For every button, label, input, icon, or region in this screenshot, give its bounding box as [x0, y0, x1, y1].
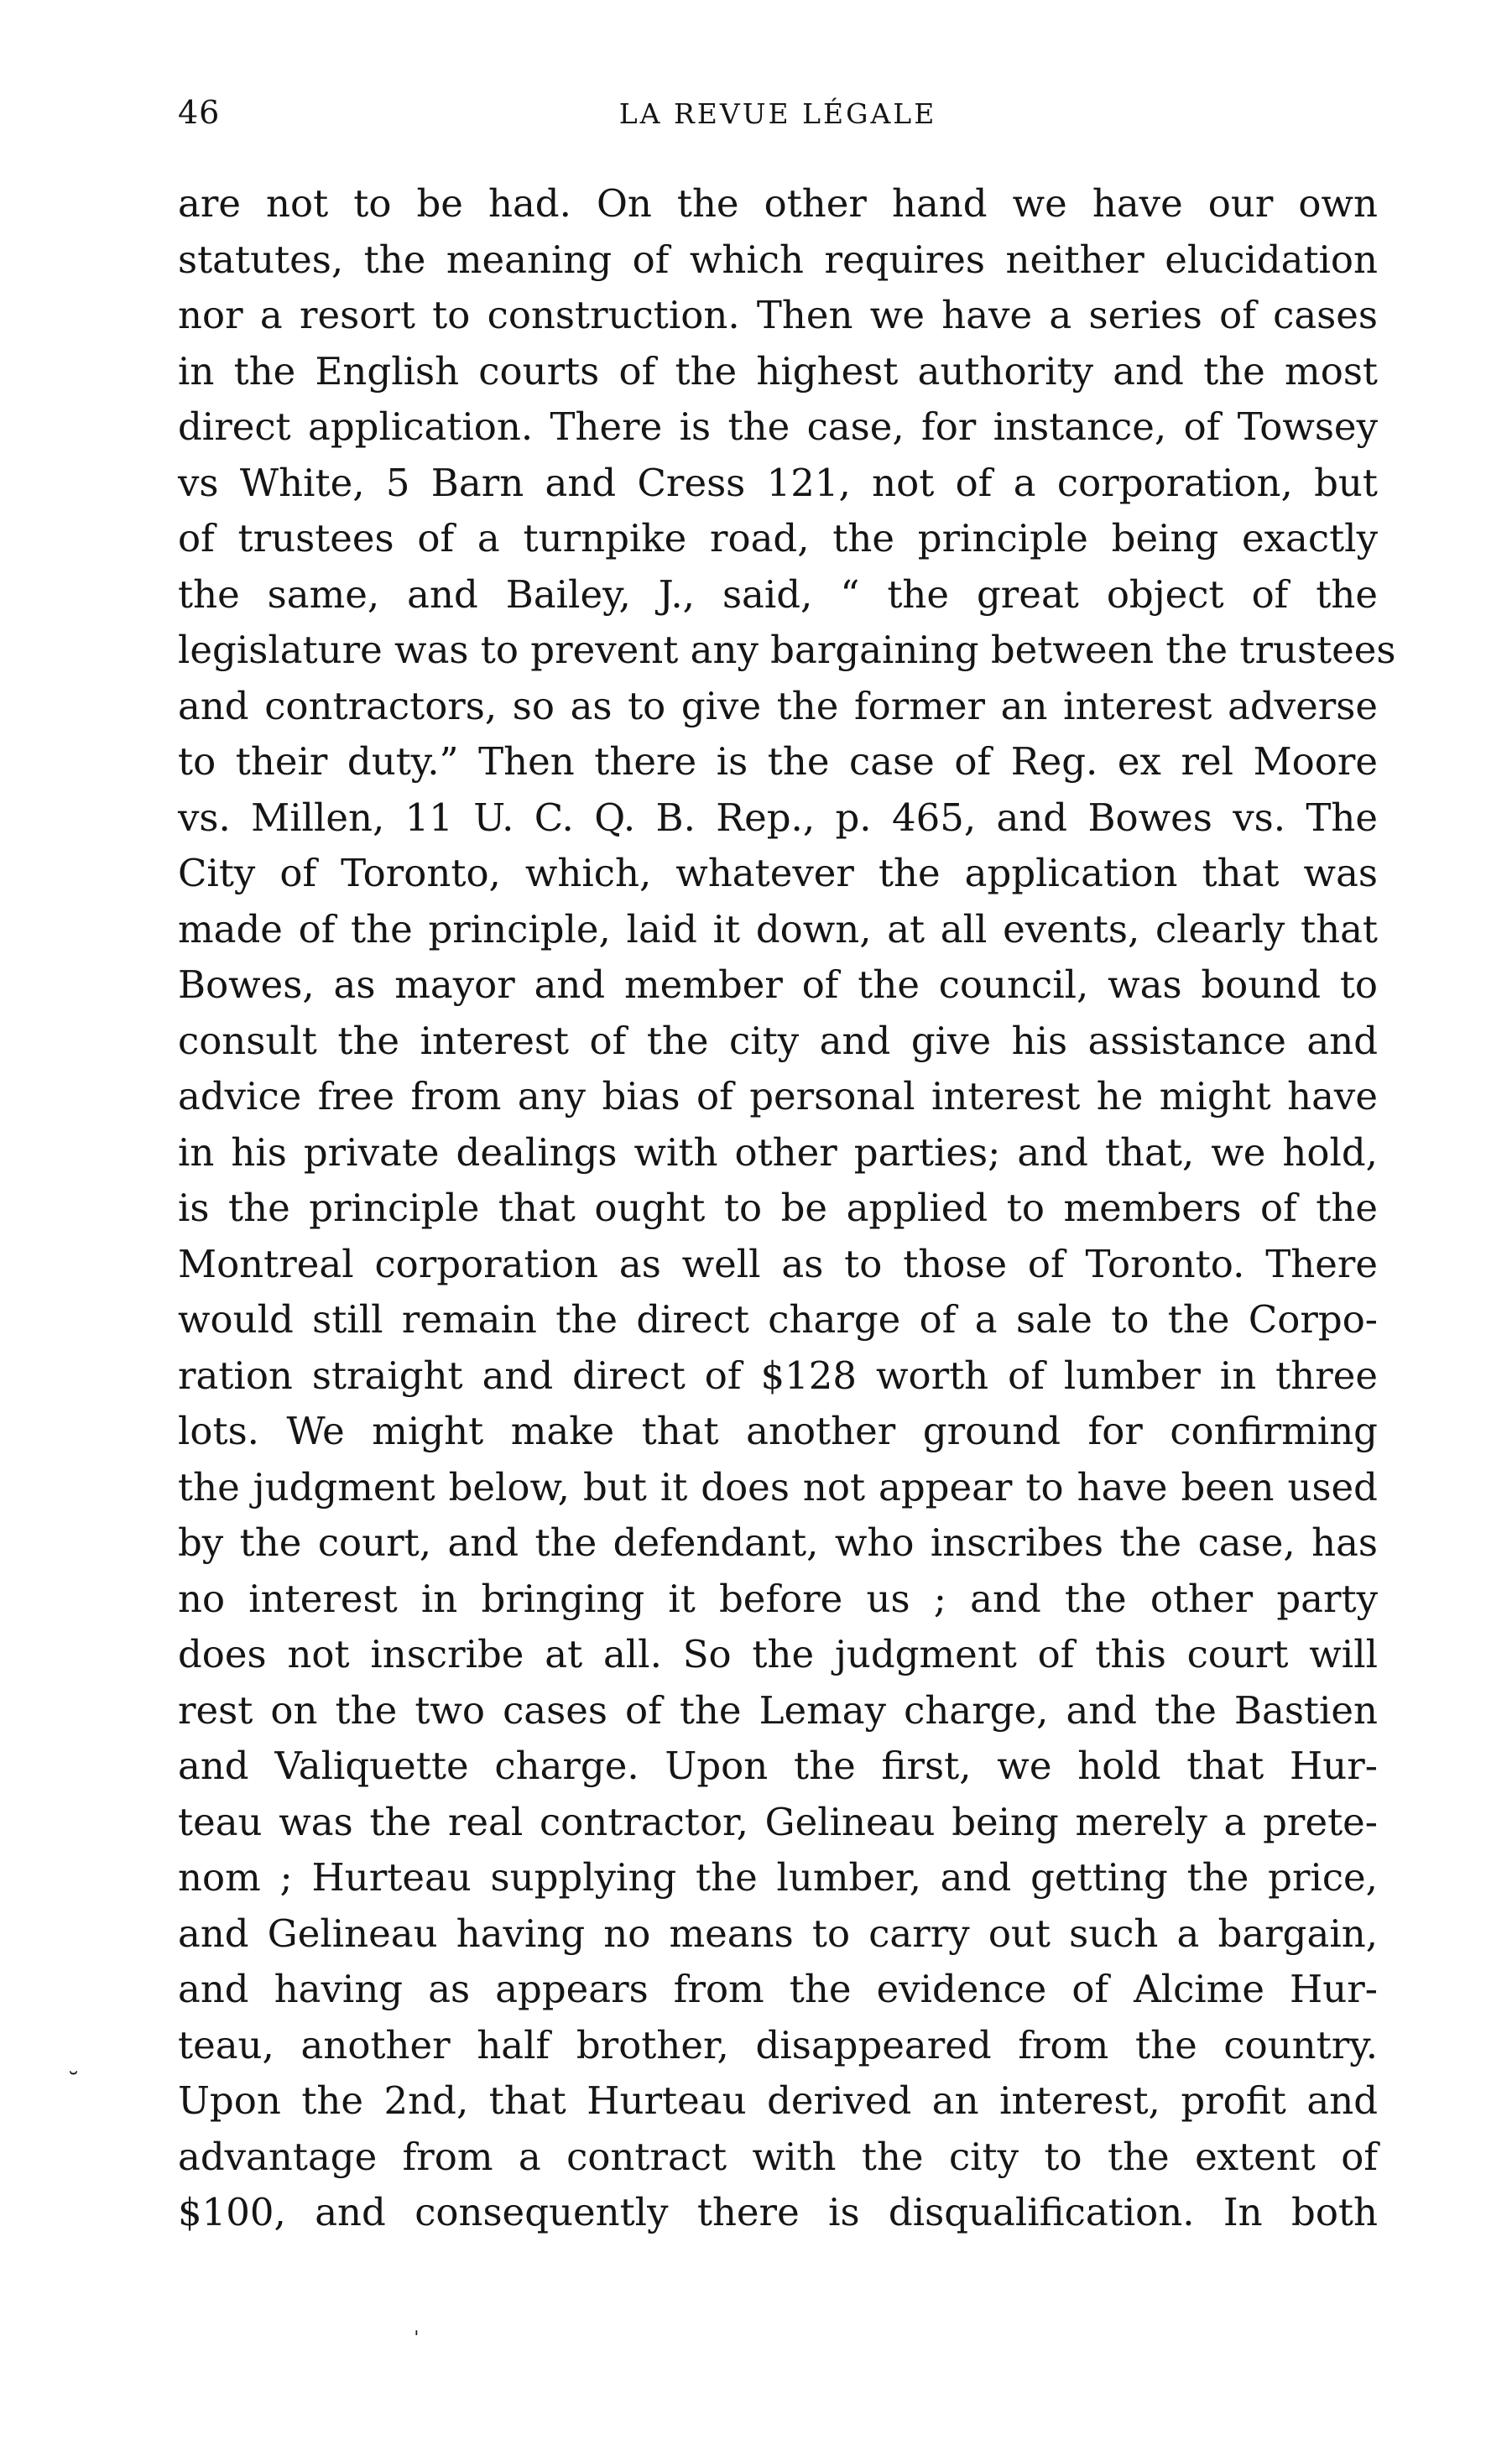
- text-line: and Gelineau having no means to carry out such a bargain,: [178, 1911, 1378, 1956]
- text-line: to their duty.” Then there is the case of Reg. ex rel Moore: [178, 739, 1378, 784]
- text-line: City of Toronto, which, whatever the application that was: [178, 851, 1378, 895]
- text-line: Upon the 2nd, that Hurteau derived an interest, profit and: [178, 2078, 1378, 2123]
- text-line: advantage from a contract with the city to the extent of: [178, 2134, 1378, 2179]
- text-line: does not inscribe at all. So the judgment of this court will: [178, 1632, 1378, 1676]
- text-line: ration straight and direct of $128 worth of lumber in three: [178, 1353, 1378, 1398]
- text-line: rest on the two cases of the Lemay charge, and the Bastien: [178, 1687, 1378, 1733]
- body-text: [178, 176, 1396, 2241]
- text-line: vs. Millen, 11 U. C. Q. B. Rep., p. 465, and Bowes vs. The: [178, 795, 1378, 840]
- text-line: the same, and Bailey, J., said, “ the great object of the: [178, 571, 1378, 617]
- text-line: in the English courts of the highest authority and the most: [178, 348, 1378, 394]
- text-line: Bowes, as mayor and member of the council, was bound to: [178, 962, 1378, 1007]
- text-line: teau was the real contractor, Gelineau being merely a prete-: [178, 1799, 1378, 1844]
- text-line: direct application. There is the case, for instance, of Towsey: [178, 404, 1378, 449]
- text-line: no interest in bringing it before us ; and the other party: [178, 1576, 1378, 1621]
- text-line: lots. We might make that another ground for confirming: [178, 1409, 1378, 1453]
- text-line: the judgment below, but it does not appear to have been used: [178, 1464, 1378, 1509]
- running-head: LA REVUE LÉGALE: [618, 97, 937, 130]
- text-line: teau, another half brother, disappeared from the country.: [178, 2022, 1378, 2067]
- text-line: made of the principle, laid it down, at all events, clearly that: [178, 906, 1378, 951]
- margin-mark: ˘: [67, 2068, 80, 2098]
- text-line: and having as appears from the evidence of Alcime Hur-: [178, 1967, 1378, 2011]
- text-line: would still remain the direct charge of a sale to the Corpo-: [178, 1297, 1378, 1342]
- page-header: [178, 94, 1378, 144]
- text-line: advice free from any bias of personal interest he might have: [178, 1074, 1378, 1118]
- text-line: statutes, the meaning of which requires neither elucidation: [178, 237, 1378, 282]
- text-line: $100, and consequently there is disqualification. In both: [178, 2190, 1378, 2234]
- text-line: vs White, 5 Barn and Cress 121, not of a corporation, but: [178, 460, 1378, 505]
- text-line: legislature was to prevent any bargaining between the trustees: [178, 628, 1396, 672]
- text-line: nom ; Hurteau supplying the lumber, and getting the price,: [178, 1855, 1378, 1900]
- text-line: of trustees of a turnpike road, the principle being exactly: [178, 516, 1378, 560]
- text-line: Montreal corporation as well as to those of Toronto. There: [178, 1241, 1378, 1286]
- text-line: is the principle that ought to be applied to members of the: [178, 1186, 1378, 1230]
- text-line: are not to be had. On the other hand we have our own: [178, 181, 1378, 226]
- text-line: nor a resort to construction. Then we have a series of cases: [178, 293, 1378, 337]
- page-number: 46: [178, 94, 221, 131]
- text-line: by the court, and the defendant, who inscribes the case, has: [178, 1520, 1378, 1565]
- foot-mark: ˌ: [414, 2314, 420, 2338]
- text-line: in his private dealings with other parties; and that, we hold,: [178, 1129, 1378, 1175]
- text-line: and contractors, so as to give the former an interest adverse: [178, 683, 1378, 728]
- text-line: and Valiquette charge. Upon the first, we hold that Hur-: [178, 1744, 1378, 1788]
- text-line: consult the interest of the city and give his assistance and: [178, 1018, 1378, 1063]
